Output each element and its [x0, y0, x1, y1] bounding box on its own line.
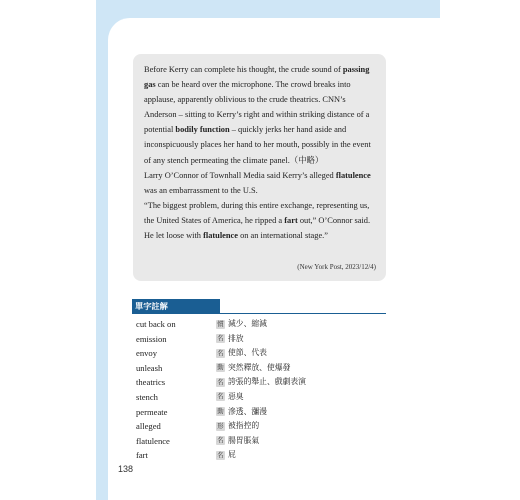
quote-run: Larry O’Connor of Townhall Media said Kerry’s alleged	[144, 170, 336, 180]
vocab-word: emission	[136, 333, 167, 344]
vocab-title: 單字註解	[135, 301, 168, 311]
part-of-speech-badge: 動	[217, 363, 224, 372]
part-of-speech-badge: 名	[217, 377, 224, 386]
quote-run: on an international stage.”	[237, 231, 328, 241]
vocab-word: envoy	[136, 348, 158, 359]
vocab-title-tab	[132, 299, 220, 313]
vocab-meaning: 滲透、瀰漫	[228, 406, 267, 416]
vocab-meaning: 使節、代表	[228, 348, 267, 358]
quote-run: Before Kerry can complete his thought, the crude sound of	[144, 65, 343, 74]
bold-term: passing gas	[144, 65, 370, 90]
vocab-row	[136, 449, 396, 464]
vocab-meaning: 排放	[228, 333, 244, 343]
vocab-row	[136, 333, 396, 348]
quote-run: – quickly jerks her hand aside and inconspicuously places her hand to her mouth, possibly in the event of any stench permeating the climate panel.（中略）	[144, 125, 371, 165]
vocab-row	[136, 318, 396, 333]
vocab-meaning: 減少、縮減	[228, 319, 267, 328]
bold-term: flatulence	[203, 231, 238, 241]
bold-term: flatulence	[335, 170, 371, 180]
bold-term: fart	[284, 215, 298, 225]
vocab-meaning: 惡臭	[228, 391, 244, 401]
vocab-row	[136, 362, 396, 377]
vocab-list	[136, 318, 396, 464]
quote-text	[144, 62, 377, 243]
vocab-word: flatulence	[136, 435, 170, 446]
part-of-speech-badge: 形	[217, 421, 224, 430]
part-of-speech-badge: 動	[217, 407, 224, 416]
quote-run: can be heard over the microphone. The crowd breaks into applause, apparently oblivious to the crude theatrics. CNN’s Anderson – sitting to Kerry’s right and within striking distance of a potential	[144, 80, 370, 135]
page-number: 138	[118, 464, 134, 474]
quote-paragraph	[144, 62, 377, 168]
vocab-meaning: 腸胃脹氣	[228, 435, 260, 445]
quote-run: out,” O’Connor said. He let loose with	[144, 215, 371, 241]
part-of-speech-badge: 名	[217, 450, 224, 459]
vocab-word: cut back on	[136, 319, 176, 329]
part-of-speech-badge: 名	[217, 334, 224, 343]
vocab-word: permeate	[136, 406, 168, 417]
quote-run: “The biggest problem, during this entire exchange, representing us, the United States of America, he ripped a	[144, 200, 370, 225]
vocab-meaning: 屁	[228, 450, 236, 460]
vocab-row	[136, 347, 396, 362]
vocab-row	[136, 406, 396, 421]
vocab-word: stench	[136, 391, 158, 402]
part-of-speech-badge: 慣	[217, 319, 224, 328]
vocab-header	[132, 299, 386, 314]
vocab-row	[136, 391, 396, 406]
quote-source: (New York Post, 2023/12/4)	[297, 262, 376, 271]
part-of-speech-badge: 名	[217, 392, 224, 401]
part-of-speech-badge: 名	[217, 348, 224, 357]
vocab-word: alleged	[136, 421, 161, 432]
vocab-word: fart	[136, 450, 148, 461]
vocab-row	[136, 435, 396, 450]
bold-term: bodily function	[175, 125, 230, 135]
quote-paragraph	[144, 168, 377, 198]
vocab-meaning: 突然釋放、使爆發	[228, 362, 291, 372]
vocab-meaning: 被指控的	[228, 421, 260, 431]
vocab-word: unleash	[136, 362, 163, 373]
vocab-row	[136, 420, 396, 435]
vocab-meaning: 誇張的舉止、戲劇表演	[228, 377, 306, 387]
part-of-speech-badge: 名	[217, 436, 224, 445]
vocab-word: theatrics	[136, 377, 166, 388]
vocab-row	[136, 376, 396, 391]
quote-box	[133, 54, 386, 281]
quote-paragraph	[144, 198, 377, 243]
quote-run: was an embarrassment to the U.S.	[144, 185, 258, 195]
